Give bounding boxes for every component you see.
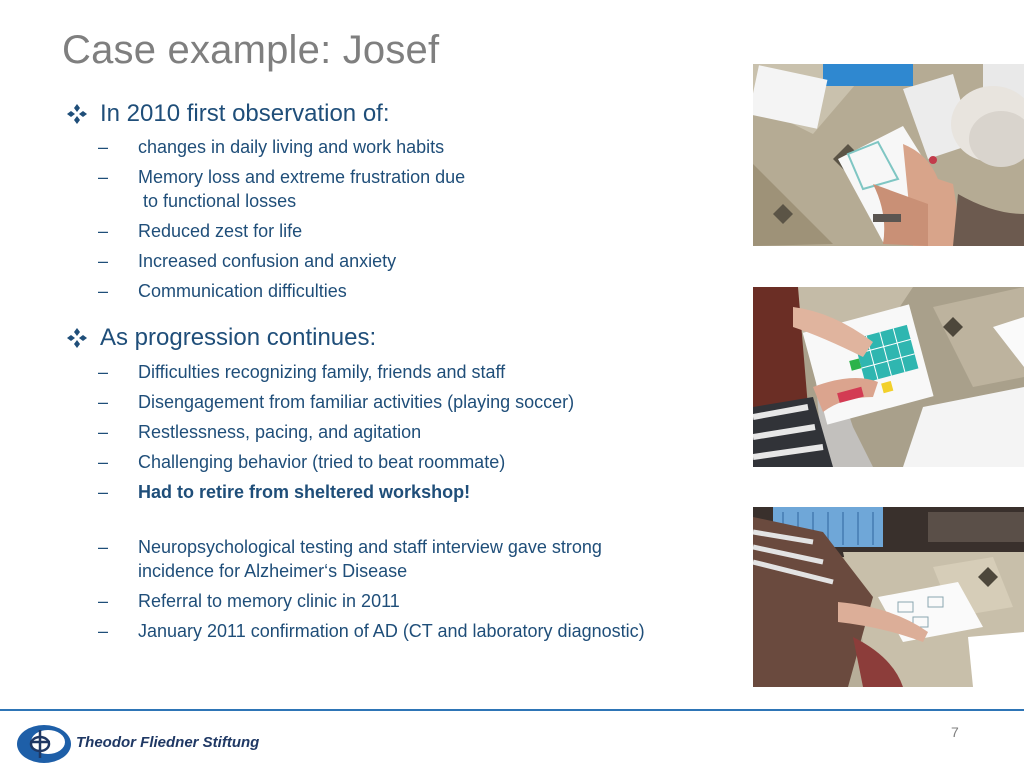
dash-marker: – [98, 621, 109, 641]
photo-drawing-exercise [753, 64, 1024, 246]
dash-marker: – [98, 422, 109, 442]
list-item-text: Referral to memory clinic in 2011 [138, 591, 400, 611]
list-item-text: Reduced zest for life [138, 221, 303, 241]
list-item-text-emphasis: Had to retire from sheltered workshop! [138, 482, 471, 502]
diamond-bullet-icon [66, 327, 88, 349]
dash-marker: – [98, 221, 109, 241]
list-item-text: Difficulties recognizing family, friends and staff [138, 362, 506, 382]
diamond-bullet-icon [66, 103, 88, 125]
list-item-text: Restlessness, pacing, and agitation [138, 422, 422, 442]
photo-grid-exercise [753, 287, 1024, 467]
dash-marker: – [98, 362, 109, 382]
list-item-text: January 2011 confirmation of AD (CT and laboratory diagnostic) [138, 621, 645, 641]
list-item-text: changes in daily living and work habits [138, 137, 445, 157]
list-item-text-continued: incidence for Alzheimer‘s Disease [138, 561, 408, 581]
list-item-text: Challenging behavior (tried to beat roommate) [138, 452, 506, 472]
dash-marker: – [98, 392, 109, 412]
footer-divider [0, 709, 1024, 711]
slide-title: Case example: Josef [62, 28, 440, 72]
list-item-text: Memory loss and extreme frustration due [138, 167, 466, 187]
page-number: 7 [951, 724, 959, 740]
section-heading-text: In 2010 first observation of: [100, 100, 390, 127]
dash-marker: – [98, 167, 109, 187]
list-item-text: Disengagement from familiar activities (playing soccer) [138, 392, 575, 412]
list-item-text: Increased confusion and anxiety [138, 251, 397, 271]
dash-marker: – [98, 281, 109, 301]
dash-marker: – [98, 251, 109, 271]
fliedner-logo-icon [12, 718, 76, 766]
dash-marker: – [98, 482, 109, 502]
dash-marker: – [98, 537, 109, 557]
dash-marker: – [98, 452, 109, 472]
list-item-text: Communication difficulties [138, 281, 347, 301]
list-item-text-continued: to functional losses [143, 191, 297, 211]
list-item-text: Neuropsychological testing and staff interview gave strong [138, 537, 602, 557]
dash-marker: – [98, 591, 109, 611]
photo-worksheet-exercise [753, 507, 1024, 687]
logo-text: Theodor Fliedner Stiftung [76, 734, 260, 751]
dash-marker: – [98, 137, 109, 157]
section-heading-text: As progression continues: [100, 324, 377, 351]
